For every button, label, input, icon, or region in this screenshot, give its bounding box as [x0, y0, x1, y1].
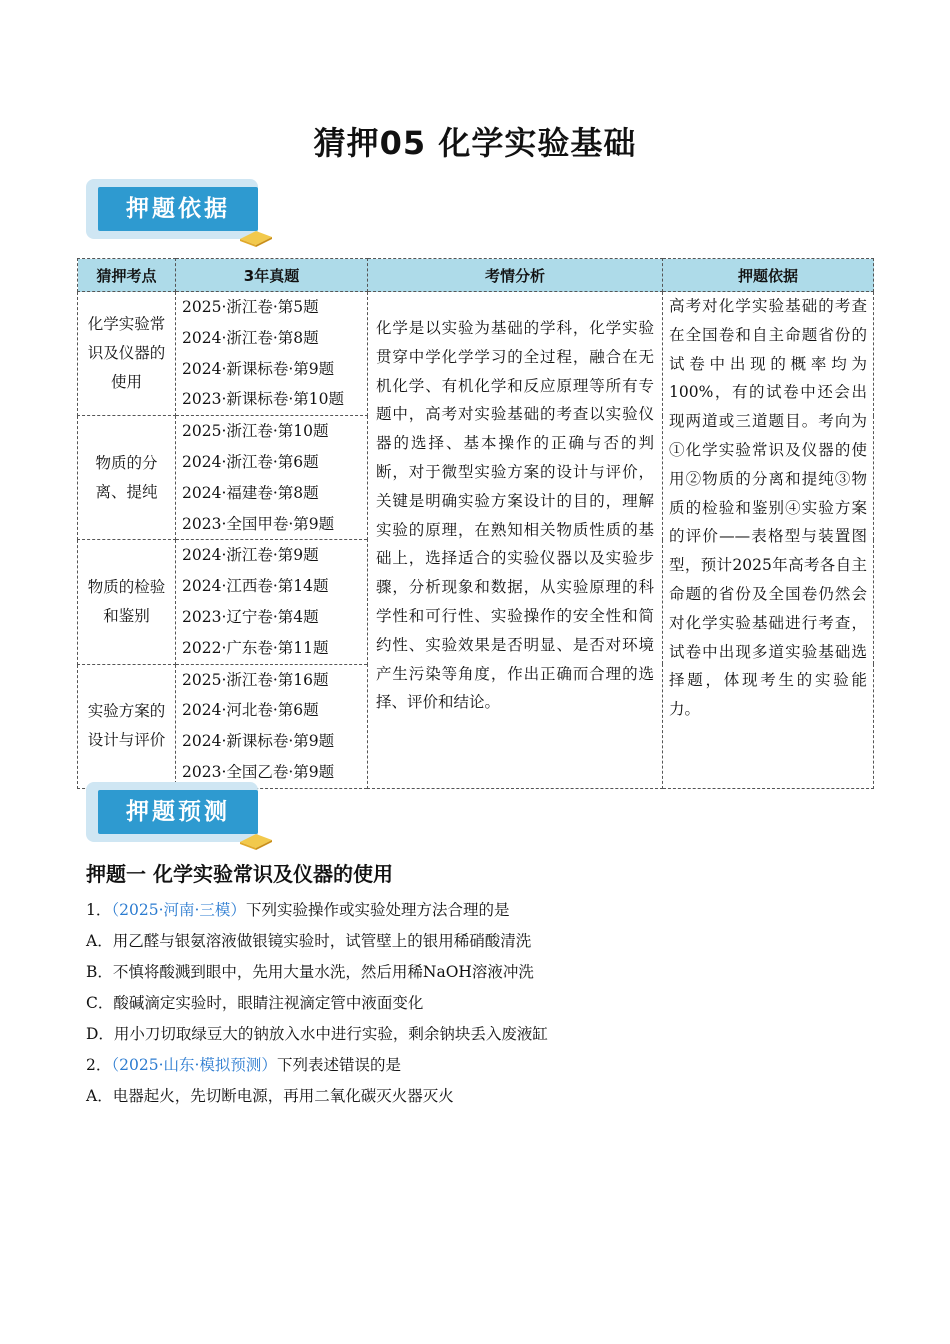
paper-item: 2024·浙江卷·第9题 [182, 546, 319, 565]
paper-item: 2025·浙江卷·第16题 [182, 670, 329, 689]
paper-item: 2025·浙江卷·第5题 [182, 298, 319, 316]
papers-cell [176, 292, 368, 416]
paper-item: 2024·新课标卷·第9题 [182, 732, 335, 751]
section-banner-prediction [86, 782, 274, 848]
paper-item: 2024·福建卷·第8题 [182, 483, 319, 502]
question-source: （2025·河南·三模） [111, 901, 246, 919]
exam-table [77, 258, 874, 789]
question-number: 1． [86, 901, 112, 919]
paper-item: 2025·浙江卷·第10题 [182, 422, 329, 441]
section-banner-basis [86, 179, 274, 245]
basis-cell: 高考对化学实验基础的考查在全国卷和自主命题省份的试卷中出现的概率均为100%，有的试卷中还会出现两道或三道题目。考向为①化学实验常识及仪器的使用②物质的分离和提纯③物质的检验和鉴别④实验方案的评价——表格型与装置图型，预计2025年高考各自主命题的省份及全国卷仍然会对化学实验基础进行考查，试卷中出现多道实验基础选择题，体现考生的实验能力。 [663, 292, 874, 789]
option-item: D．用小刀切取绿豆大的钠放入水中进行实验，剩余钠块丢入废液缸 [86, 1025, 548, 1043]
papers-cell [176, 416, 368, 540]
point-cell: 化学实验常识及仪器的使用 [78, 292, 176, 416]
question-source: （2025·山东·模拟预测） [111, 1056, 277, 1074]
paper-item: 2024·新课标卷·第9题 [182, 359, 335, 378]
point-cell: 实验方案的设计与评价 [78, 664, 176, 788]
point-cell: 物质的检验和鉴别 [78, 540, 176, 664]
paper-item: 2024·河北卷·第6题 [182, 701, 319, 720]
header-point: 猜押考点 [78, 259, 176, 292]
option-item: B．不慎将酸溅到眼中，先用大量水洗，然后用稀NaOH溶液冲洗 [86, 963, 534, 981]
banner-label: 押题预测 [126, 799, 230, 825]
question-number: 2． [86, 1056, 112, 1074]
paper-item: 2023·新课标卷·第10题 [182, 390, 345, 409]
papers-cell [176, 664, 368, 788]
header-basis: 押题依据 [663, 259, 874, 292]
point-cell: 物质的分离、提纯 [78, 416, 176, 540]
analysis-cell: 化学是以实验为基础的学科，化学实验贯穿中学化学学习的全过程，融合在无机化学、有机化学和反应原理等所有专题中，高考对实验基础的考查以实验仪器的选择、基本操作的正确与否的判断，对于微型实验方案的设计与评价，关键是明确实验方案设计的目的，理解实验的原理，在熟知相关物质性质的基础上，选择适合的实验仪器以及实验步骤，分析现象和数据，从实验原理的科学性和可行性、实验操作的安全性和简约性、实验效果是否明显、是否对环境产生污染等角度，作出正确而合理的选择、评价和结论。 [368, 292, 663, 789]
question-text: 下列表述错误的是 [276, 1056, 401, 1074]
option-item: C．酸碱滴定实验时，眼睛注视滴定管中液面变化 [86, 994, 424, 1012]
banner-label: 押题依据 [126, 196, 230, 222]
paper-item: 2022·广东卷·第11题 [182, 638, 329, 657]
paper-item: 2024·江西卷·第14题 [182, 577, 329, 596]
book-icon [236, 227, 276, 247]
paper-item: 2024·浙江卷·第8题 [182, 328, 319, 347]
page-title: 猜押05 化学实验基础 [313, 124, 637, 162]
question-stem [86, 898, 509, 920]
option-item: A．用乙醛与银氨溶液做银镜实验时，试管壁上的银用稀硝酸清洗 [86, 932, 532, 950]
papers-cell [176, 540, 368, 664]
question-stem [86, 1053, 401, 1075]
paper-item: 2023·辽宁卷·第4题 [182, 607, 319, 626]
paper-item: 2024·浙江卷·第6题 [182, 452, 319, 471]
question-text: 下列实验操作或实验处理方法合理的是 [245, 901, 510, 919]
header-papers: 3年真题 [176, 259, 368, 292]
paper-item: 2023·全国甲卷·第9题 [182, 514, 335, 533]
book-icon [236, 830, 276, 850]
header-analysis: 考情分析 [368, 259, 663, 292]
paper-item: 2023·全国乙卷·第9题 [182, 762, 335, 781]
section-title: 押题一 化学实验常识及仪器的使用 [86, 862, 393, 886]
option-item: A．电器起火，先切断电源，再用二氧化碳灭火器灭火 [86, 1087, 454, 1105]
